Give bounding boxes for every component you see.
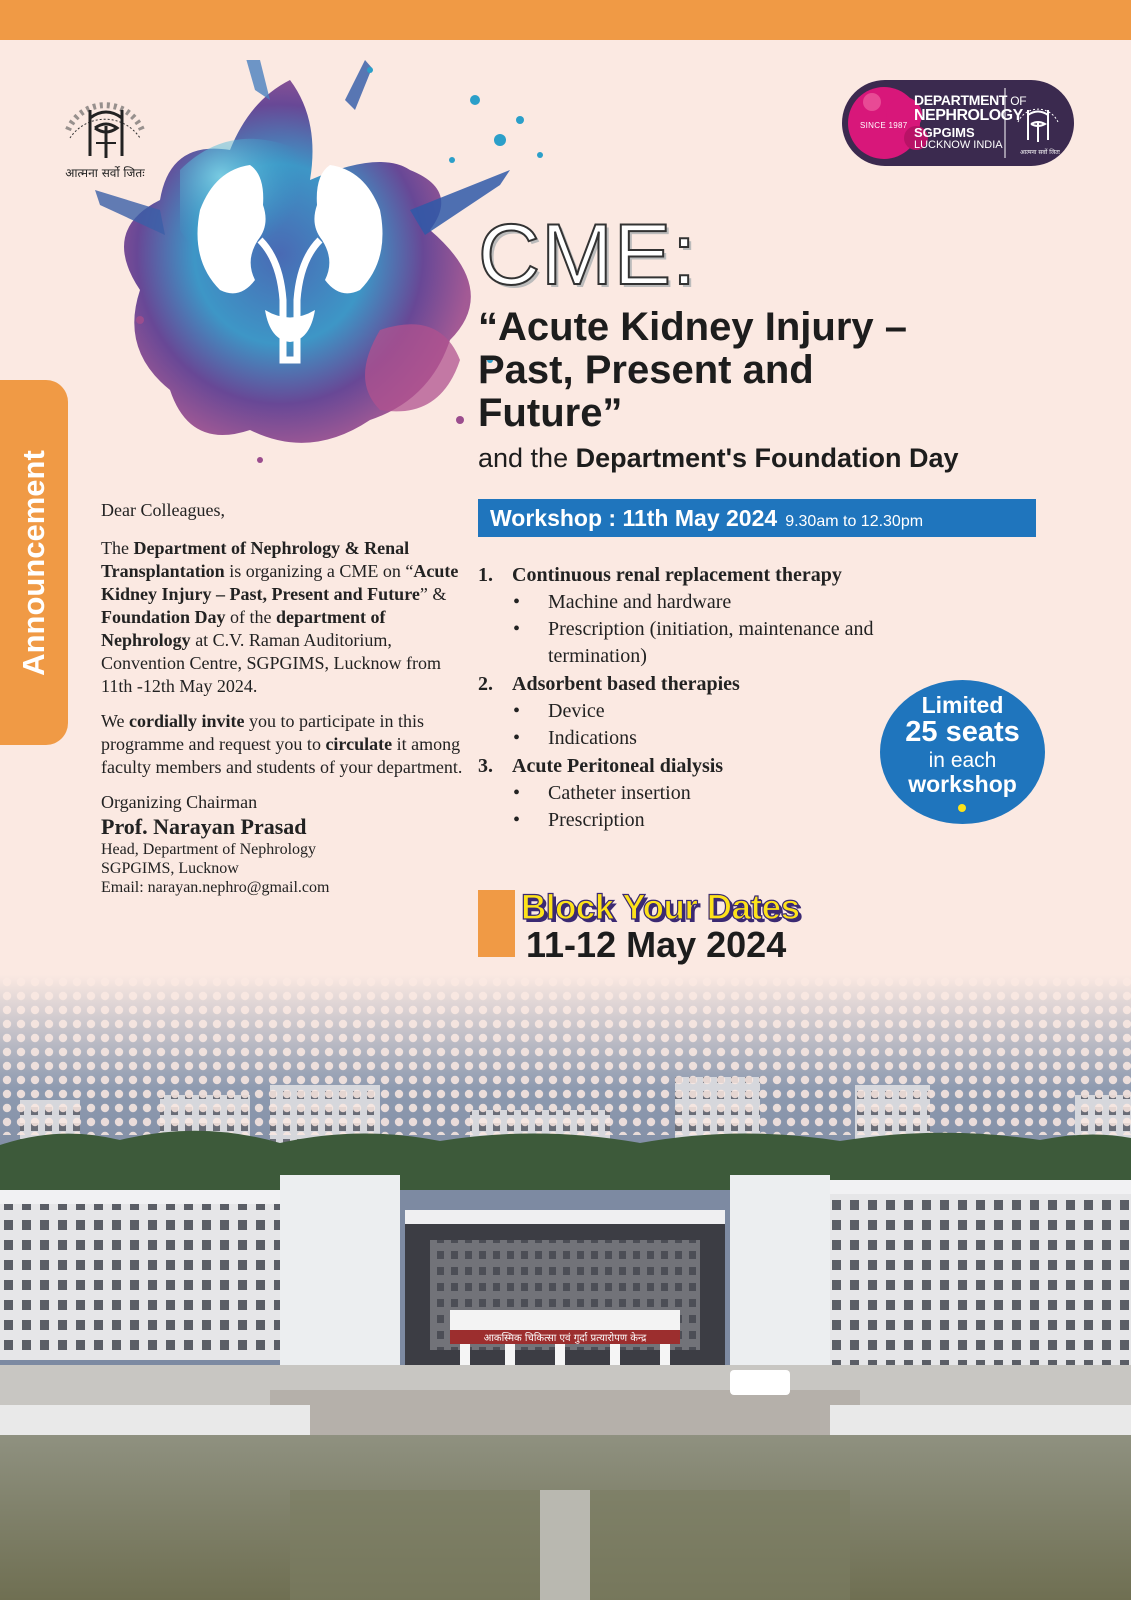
letter-paragraph-2	[101, 710, 471, 779]
program-item: • Machine and hardware	[478, 589, 938, 616]
title-line-1: “Acute Kidney Injury –	[478, 305, 907, 349]
dept-line4: LUCKNOW INDIA	[914, 139, 1003, 151]
program-item: • Prescription (initiation, maintenance and termination)	[478, 616, 938, 670]
letter-text-run: circulate	[325, 734, 393, 754]
title-line-2: Past, Present and	[478, 348, 814, 392]
workshop-label: Workshop : 11th May 2024	[490, 505, 778, 531]
seats-line-3: in each	[928, 749, 997, 772]
organizer-position: Head, Department of Nephrology	[101, 841, 317, 858]
program-item: • Catheter insertion	[478, 780, 938, 807]
dept-line3: SGPGIMS	[914, 125, 975, 140]
workshop-banner	[478, 499, 1036, 537]
program-section-title	[478, 752, 938, 780]
program-section-number: 1.	[478, 564, 493, 586]
limited-seats-badge	[880, 680, 1045, 824]
letter-text-run: The	[101, 538, 134, 558]
organizer-place: SGPGIMS, Lucknow	[101, 860, 239, 877]
letter-text-run: Department of Nephrology & Renal Transplantation	[101, 538, 410, 581]
letter-text-run: of the	[225, 607, 277, 627]
department-badge	[842, 80, 1074, 166]
letter-text-run: is organizing a CME on “	[224, 561, 414, 581]
letter-text-run: cordially invite	[129, 711, 245, 731]
seats-line-2: 25 seats	[905, 716, 1020, 748]
workshop-time: 9.30am to 12.30pm	[785, 513, 924, 530]
program-section-number: 3.	[478, 755, 493, 777]
title-line-3: Future”	[478, 391, 623, 435]
program-section-title	[478, 670, 938, 698]
letter-text-run: We	[101, 711, 130, 731]
program-item: • Device	[478, 698, 938, 725]
seats-line-1: Limited	[921, 692, 1004, 718]
program-section-label: Adsorbent based therapies	[512, 673, 740, 695]
hospital-building-photo	[0, 975, 1131, 1600]
program-section-title	[478, 561, 938, 589]
program-section-label: Continuous renal replacement therapy	[512, 564, 842, 586]
letter-text-run: at C.V. Raman Auditorium, Convention Centre, SGPGIMS, Lucknow from 11th -12th May 2024.	[101, 630, 441, 696]
hospital-sign: आकस्मिक चिकित्सा एवं गुर्दा प्रत्यारोपण केन्द्र	[483, 1333, 647, 1344]
block-dates-marker	[478, 890, 515, 957]
top-orange-bar	[0, 0, 1131, 40]
event-title	[478, 306, 1078, 435]
program-section-number: 2.	[478, 673, 493, 695]
dept-since: SINCE 1987	[860, 121, 908, 130]
seats-line-4: workshop	[908, 771, 1017, 797]
organizing-role: Organizing Chairman	[101, 792, 258, 812]
program-section-label: Acute Peritoneal dialysis	[512, 755, 724, 777]
seats-dot	[958, 804, 966, 812]
letter-paragraph-1	[101, 537, 471, 698]
workshop-program	[478, 561, 938, 834]
program-item: • Prescription	[478, 807, 938, 834]
letter-text-run: ” &	[419, 584, 447, 604]
organizer-email: Email: narayan.nephro@gmail.com	[101, 879, 330, 896]
dept-line2: NEPHROLOGY	[914, 107, 1023, 124]
block-dates-value: 11-12 May 2024	[526, 924, 787, 965]
cme-heading: CME:	[478, 207, 697, 303]
letter-text-run: you to participate in this programme and request you to	[101, 711, 425, 754]
program-item: • Indications	[478, 725, 938, 752]
letter-text-run: department of Nephrology	[101, 607, 386, 650]
greeting: Dear Colleagues,	[101, 500, 225, 520]
dept-motto: आत्मना सर्वो जितः	[1020, 149, 1060, 156]
invitation-letter	[101, 499, 471, 897]
dept-line1: DEPARTMENT OF	[914, 92, 1027, 108]
letter-text-run: Foundation Day	[101, 607, 226, 627]
announcement-label: Announcement	[16, 449, 51, 676]
organizer-name: Prof. Narayan Prasad	[101, 814, 307, 839]
letter-text-run: Acute Kidney Injury – Past, Present and Future	[101, 561, 459, 604]
event-subtitle: and the Department's Foundation Day	[478, 443, 959, 473]
letter-text-run: it among faculty members and students of your department.	[101, 734, 463, 777]
institute-motto: आत्मना सर्वो जितः	[65, 166, 145, 180]
block-dates-title: Block Your Dates	[521, 888, 800, 927]
announcement-tab	[0, 380, 68, 745]
